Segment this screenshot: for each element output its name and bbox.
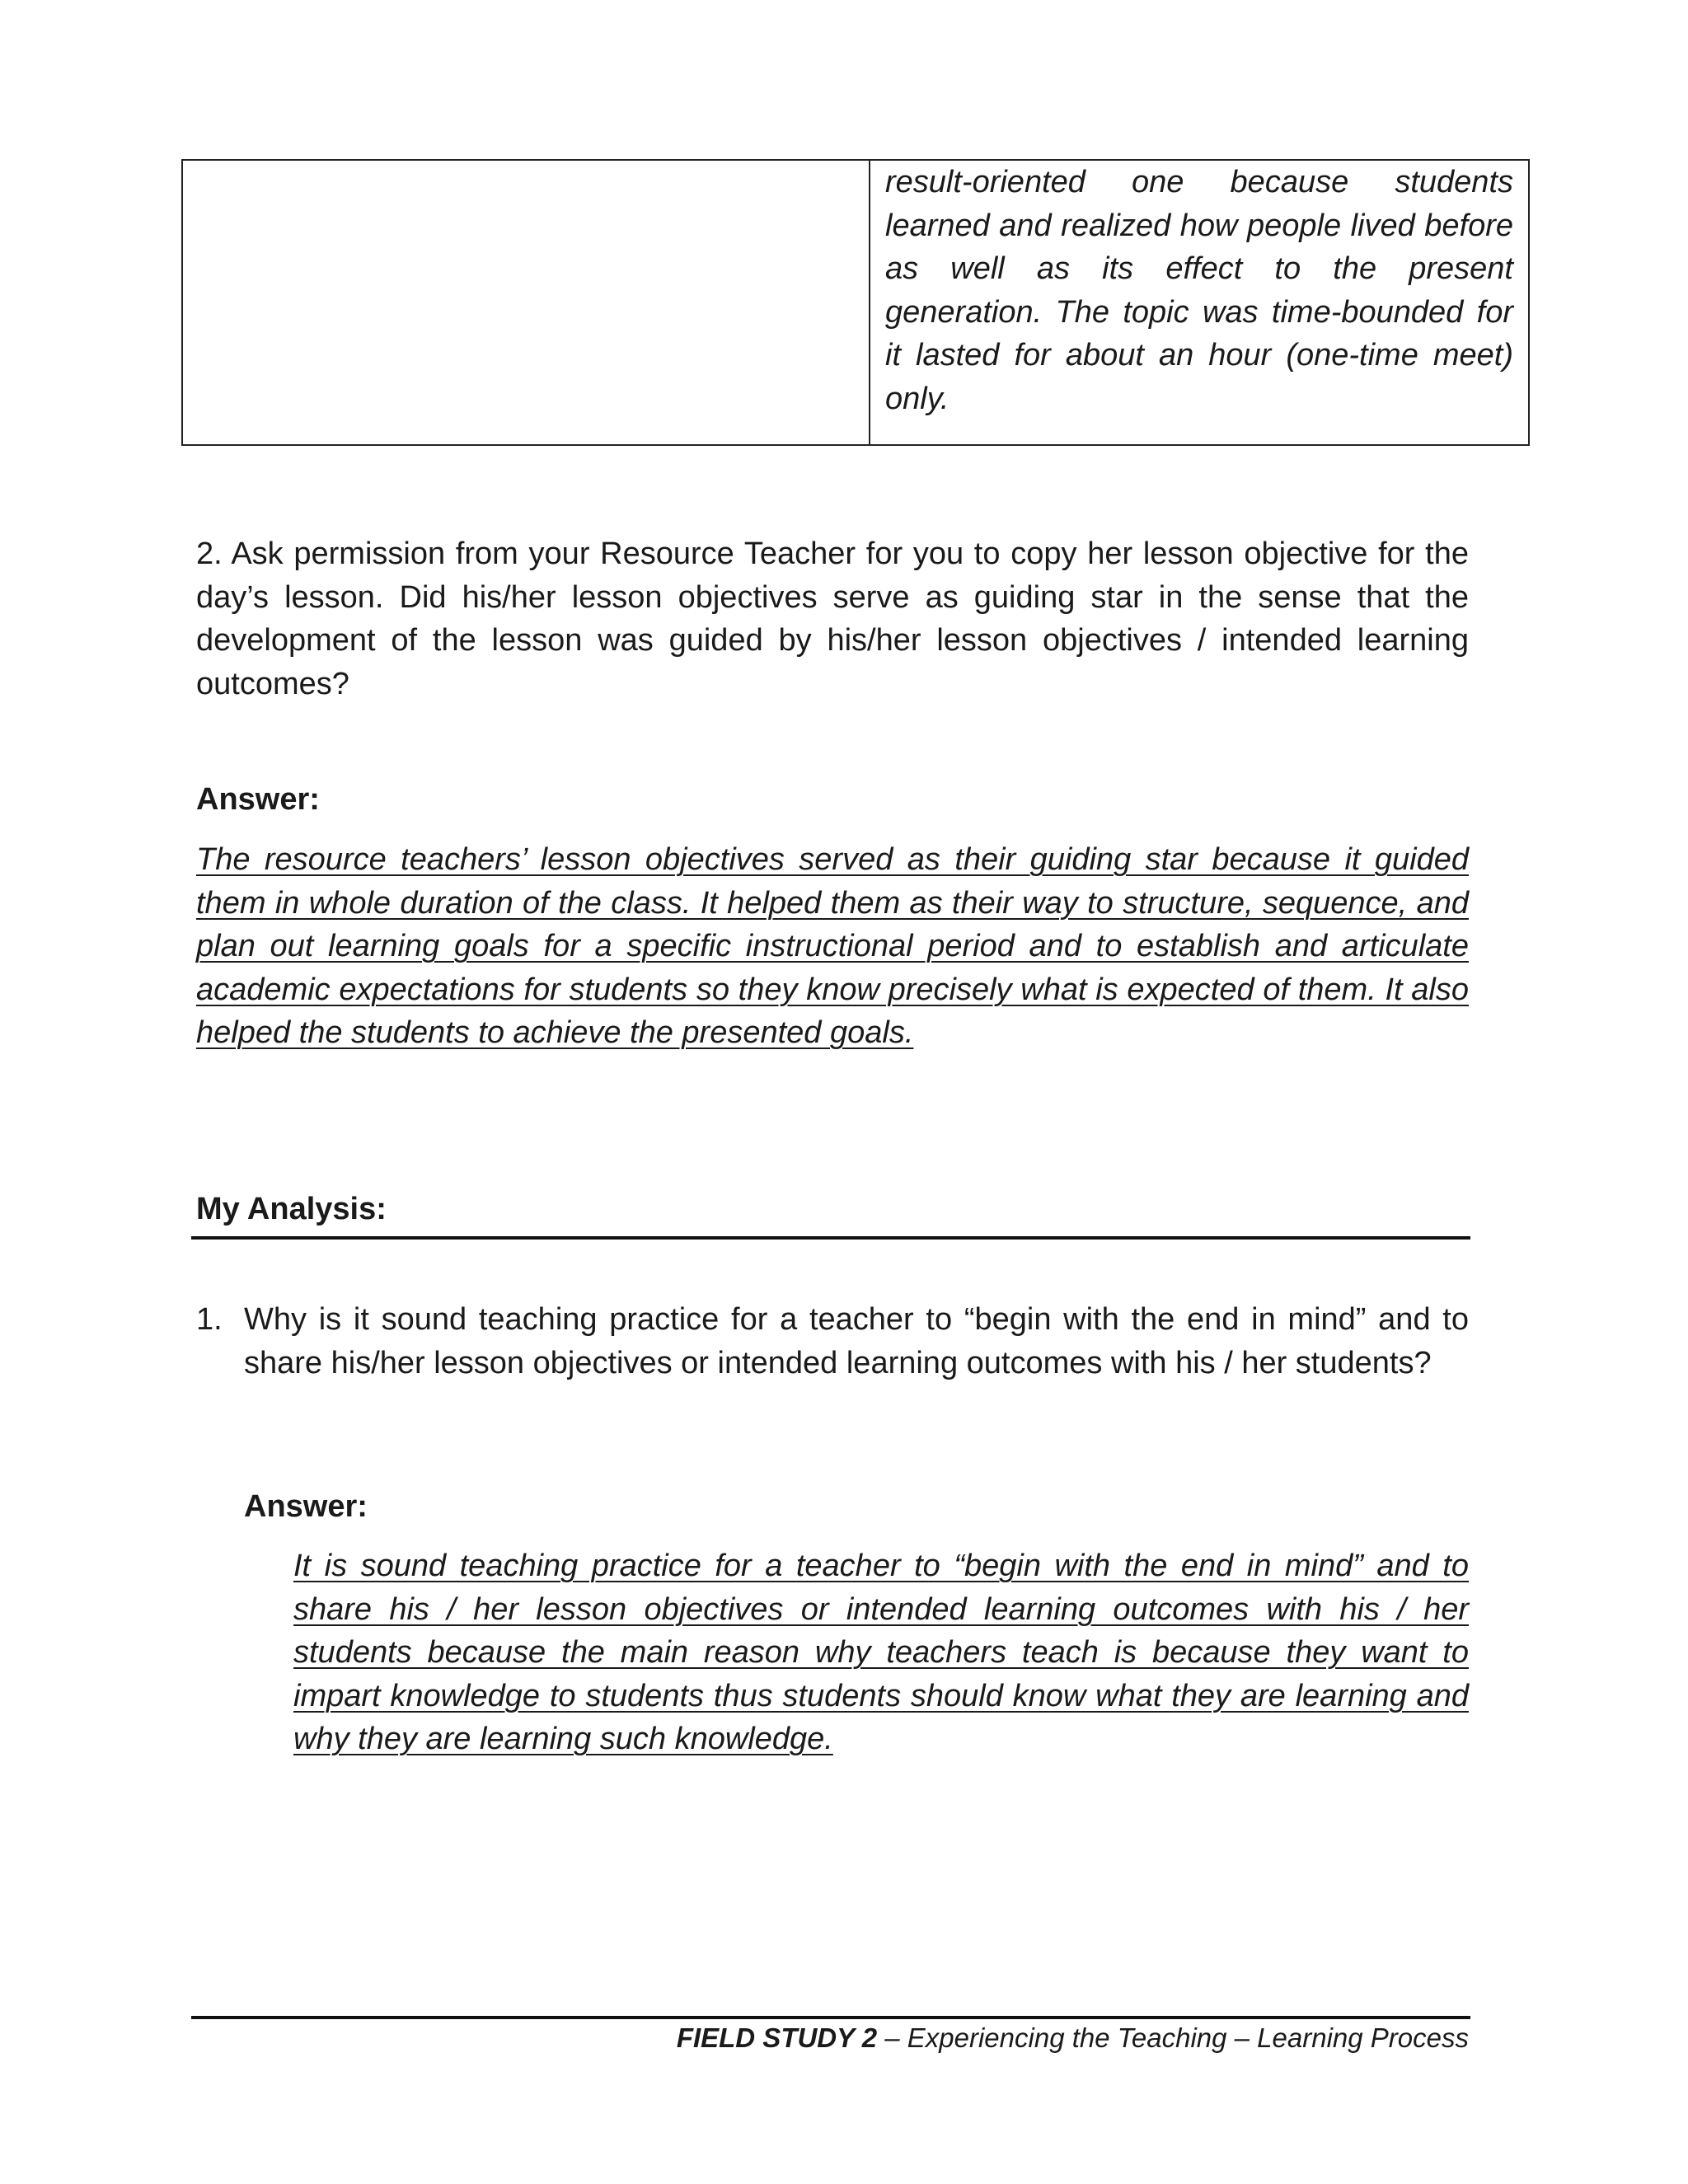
footer-subtitle: – Experiencing the Teaching – Learning Process xyxy=(877,2022,1469,2053)
table-cell-left xyxy=(183,161,870,444)
table-cell-text: result-oriented one because students learned and realized how people lived before as well as its effect to the present generation. The topic was time-bounded for it lasted for about an hour (one-time meet) only. xyxy=(885,165,1513,416)
footer-course-title: FIELD STUDY 2 xyxy=(676,2022,878,2053)
question-2-text: 2. Ask permission from your Resource Teacher for you to copy her lesson objective for the day’s lesson. Did his/her lesson objectives serve as guiding star in the sense that the development of the lesson was guided by his/her lesson objectives / intended learning outcomes? xyxy=(196,537,1469,701)
table-cell-right xyxy=(870,161,1528,444)
table-fragment xyxy=(181,159,1530,446)
analysis-question-number: 1. xyxy=(196,1302,223,1337)
analysis-answer-text: It is sound teaching practice for a teacher to “begin with the end in mind” and to share his / her lesson objectives or intended learning outcomes with his / her students because the main reason why teachers teach is because they want to impart knowledge to students thus students should know what they are learning and why they are learning such knowledge. xyxy=(293,1549,1469,1756)
answer-1-text: The resource teachers’ lesson objectives served as their guiding star because it guided them in whole duration of the class. It helped them as their way to structure, sequence, and plan out learning goals for a specific instructional period and to establish and articulate academic expectations for students so they know precisely what is expected of them. It also helped the students to achieve the presented goals. xyxy=(196,842,1469,1050)
page-footer xyxy=(677,2019,1469,2057)
analysis-divider xyxy=(191,1236,1470,1240)
analysis-heading: My Analysis: xyxy=(196,1192,387,1226)
answer-label-2: Answer: xyxy=(244,1489,368,1524)
answer-label-1: Answer: xyxy=(196,782,320,817)
analysis-question-text: Why is it sound teaching practice for a teacher to “begin with the end in mind” and to share his/her lesson objectives or intended learning outcomes with his / her students? xyxy=(244,1302,1469,1380)
